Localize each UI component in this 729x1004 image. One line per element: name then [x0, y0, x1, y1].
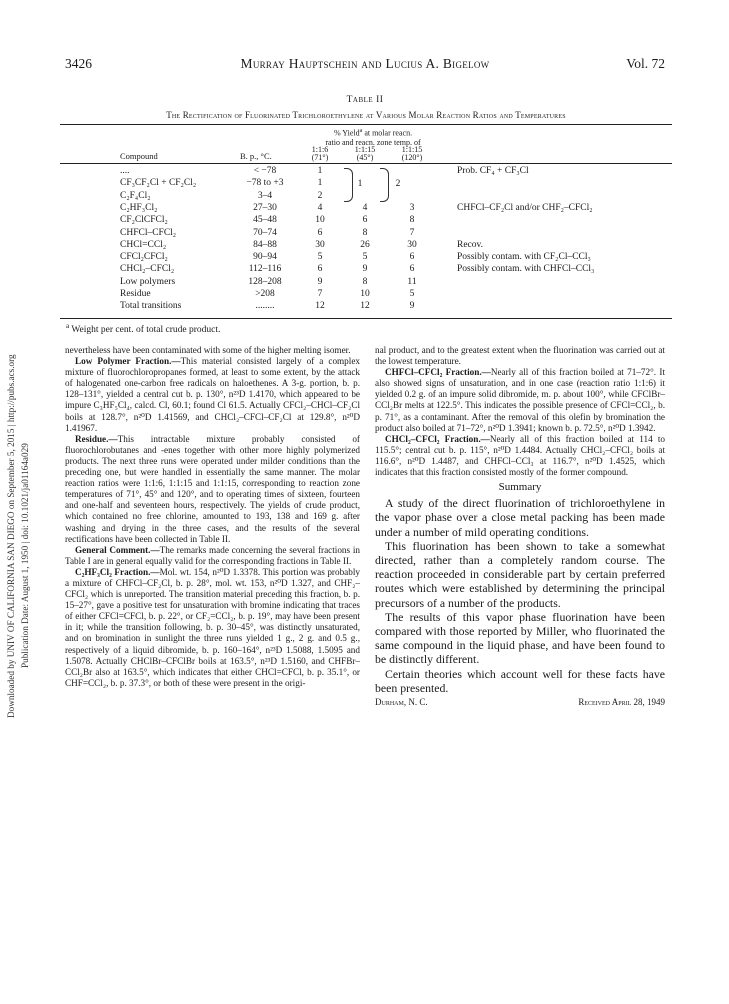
table-cell-compound: CHCl=CCl₂ [120, 239, 167, 250]
table-title: The Rectification of Fluorinated Trichloroethylene at Various Molar Reaction Ratios and Temperatures [166, 110, 566, 120]
volume-label: Vol. 72 [626, 56, 665, 71]
table-cell-y2: 12 [360, 301, 370, 312]
ratio-3: 1:1:15 [401, 145, 423, 154]
table-cell-y2: 9 [362, 264, 368, 275]
table-cell-y3: 5 [409, 289, 415, 299]
paragraph-text: nevertheless have been contaminated with some of the higher melting isomer. [65, 345, 351, 355]
table-cell-note: Recov. [457, 239, 484, 250]
table-cell-compound: Total transitions [120, 301, 182, 312]
table-cell-y1: 1 [317, 178, 323, 189]
running-header [65, 56, 665, 72]
table-cell-y1: 5 [317, 252, 323, 263]
summary-paragraph: A study of the direct fluorination of trichloroethylene in the vapor phase over a close metal packing has been made under a number of mild operating conditions. [375, 496, 665, 539]
running-authors: Murray Hauptschein and Lucius A. Bigelow [240, 56, 490, 71]
received-date: Received April 28, 1949 [578, 697, 665, 708]
table-cell-compound: Residue [120, 289, 151, 299]
table-cell-y3: 6 [409, 264, 415, 275]
paragraph-text: nal product, and to the greatest extent when the fluorination was carried out at the lowest temperature. [375, 345, 665, 367]
table-cell-bp: >208 [255, 289, 275, 299]
temp-1: (71°) [311, 153, 329, 162]
table-cell-y1: 4 [317, 202, 323, 213]
table-cell-compound: C₂HF₃Cl₂ [120, 202, 158, 213]
table-cell-compound: .... [120, 166, 130, 176]
table-cell-bp: 70–74 [253, 227, 277, 238]
paragraph-text: Mol. wt. 154, n²⁰D 1.3378. This portion was probably a mixture of CHFCl–CF₂Cl, b. p. 28°, mol. wt. 153, n²⁰D 1.327, and CHF₂–CFCl₂ which is unreported. The transition material preceding this fraction, b. p. 15–27°, gave a positive test for unsaturation with bromine indicating that traces of either CFCl=CFCl, b. p. 22°, or CF₂=CCl₂, b. p. 19°, may have been present in it; while the transition following, b. p. 30–45°, was distinctly unsaturated, and on bromination in sunlight the three runs yielded 1 g., 2 g. and 0.5 g., respectively of a liquid dibromide, b. p. 160–164°, n²³D 1.5088, 1.5095 and 1.5078. Actually CHClBr–CFClBr boils at 163.5°, n²³D 1.5160, and CHFBr–CCl₂Br also at 163.5°, which indicates that either CHCl=CFCl, b. p. 35.1°, or CHF=CCl₂, b. p. 37.3°, or both of these were present in the origi- [65, 566, 360, 688]
table-cell-y1: 9 [317, 276, 323, 287]
merged-y2: 1 [357, 179, 363, 189]
table-cell-y3: 6 [409, 252, 415, 263]
paragraph [375, 434, 665, 478]
paragraph [65, 356, 360, 434]
paragraph-text: This intractable mixture probably consisted of fluorochlorobutanes and -enes together with other more highly polymerized products. The next three runs were operated under milder conditions than the preceding one, but were handled in essentially the same manner. The molar reaction ratios were 1:1:6, 1:1:15 and 1:1:15, corresponding to reaction zone temperatures of 71°, 45° and 120°, and to operating times of sixteen, fourteen and one-half and seventeen hours, respectively. The yields of crude product, which contained no free chlorine, amounted to 193, 138 and 169 g. after washing and drying in the three cases, and the results of the several rectifications have been collected in Table II. [65, 433, 360, 544]
column-head-compound: Compound [120, 151, 158, 161]
table-cell-note: Possibly contam. with CHFCl–CCl₃ [457, 264, 595, 275]
location: Durham, N. C. [375, 697, 428, 708]
paragraph [65, 434, 360, 545]
temp-2: (45°) [356, 153, 374, 162]
run-in-heading: C₂HF₃Cl₂ Fraction.— [75, 566, 160, 577]
footnote-mark: a [66, 322, 70, 330]
yield-head-text: % Yield [333, 128, 360, 138]
yield-head-sup: a [359, 128, 363, 134]
table-cell-y2: 8 [362, 227, 368, 238]
table-cell-compound: CFCl₂CFCl₂ [120, 252, 168, 263]
column-head-bp: B. p., °C. [240, 151, 272, 161]
table-cell-compound: CHFCl–CFCl₂ [120, 227, 177, 238]
download-note: Downloaded by UNIV OF CALIFORNIA SAN DIEGO on September 5, 2015 | http://pubs.acs.org [6, 354, 16, 718]
paragraph [65, 545, 360, 567]
table-cell-y2: 5 [362, 252, 368, 263]
ratio-1: 1:1:6 [311, 145, 329, 154]
run-in-heading: CHCl₂–CFCl₂ Fraction.— [385, 433, 490, 444]
table-cell-y1: 6 [317, 264, 323, 275]
yield-head-line2: ratio and reacn. zone temp. of [325, 137, 421, 147]
merged-y3: 2 [395, 179, 401, 189]
paragraph-text: The remarks made concerning the several fractions in Table I are in general equally valid for the corresponding fractions in Table II. [65, 544, 360, 566]
run-in-heading: Low Polymer Fraction.— [75, 356, 181, 367]
paragraph-text: This material consisted largely of a complex mixture of fluorochloropropanes formed, at least to some extent, by the attack of halogenated one-carbon free radicals on haloethenes. A 3-g. portion, b. p. 128–131°, yielded a central cut b. p. 130°, n²³D 1.4170, which appeared to be impure C₃HF₅Cl₄, calcd. Cl, 60.1; found Cl 61.5. Actually CFCl₂–CHCl–CF₂Cl boils at 128.7°, n²⁰D 1.41569, and CHCl₂–CFCl–CF₂Cl at 129.8°, n²⁰D 1.41967. [65, 356, 361, 433]
table-cell-compound: Low polymers [120, 276, 176, 287]
table-cell-bp: 45–48 [253, 215, 277, 226]
table-cell-y1: 10 [315, 215, 325, 226]
summary-paragraph: The results of this vapor phase fluorination have been compared with those reported by Miller, who fluorinated the same compound in the liquid phase, and have been found to be distinctly different. [375, 609, 665, 667]
table-cell-bp: 128–208 [248, 276, 282, 287]
summary-heading: Summary [498, 481, 542, 494]
table-cell-y1: 30 [315, 239, 325, 250]
paragraph [375, 345, 665, 367]
table-cell-compound: CF₂ClCFCl₂ [120, 215, 168, 226]
run-in-heading: CHFCl–CFCl₂ Fraction.— [385, 367, 491, 378]
table-cell-y3: 7 [409, 227, 415, 238]
paragraph-text: Nearly all of this fraction boiled at 71–72°. It also showed signs of unsaturation, and in one case (reaction ratio 1:1:6) it yielded 0.2 g. of an impure solid dibromide, m. p. about 100°, while CFClBr–CCl₂Br melts at 122.5°. This indicates the possible presence of CFCl=CCl₂, b. p. 71°, as a contaminant. After the removal of this olefin by bromination the product also boiled at 71–72°, n²⁰D 1.3941; known b. p. 72.5°, n²⁰D 1.3942. [375, 367, 665, 433]
table-bottom-rule [60, 318, 672, 319]
table-label: Table II [346, 95, 384, 105]
table-cell-y1: 2 [317, 190, 323, 201]
table-cell-note: CHFCl–CF₂Cl and/or CHF₂–CFCl₂ [457, 202, 593, 213]
signature-line [375, 697, 665, 711]
table-cell-bp: −78 to +3 [246, 178, 284, 189]
table-cell-y1: 6 [317, 227, 323, 238]
paragraph-text: Nearly all of this fraction boiled at 114 to 115.5°; central cut b. p. 115°, n²⁰D 1.4484. Actually CHCl₂–CFCl₂ boils at 116.6°, n²⁰D 1.4487, and CHFCl–CCl₃ at 116.7°, n²⁰D 1.4525, which indicates that this fraction consisted mostly of the former compound. [375, 433, 666, 478]
yield-head-rest: at molar reacn. [362, 128, 413, 138]
run-in-heading: Residue.— [75, 433, 118, 444]
table-cell-y2: 4 [362, 202, 368, 213]
table-cell-y1: 12 [315, 301, 325, 312]
download-stamp [3, 300, 35, 720]
table-cell-compound: C₂F₄Cl₂ [120, 190, 151, 201]
right-column-body [375, 345, 665, 478]
run-in-heading: General Comment.— [75, 544, 160, 555]
paragraph [65, 345, 360, 356]
table-cell-y2: 26 [360, 239, 370, 250]
table-cell-y3: 8 [409, 215, 415, 226]
left-column [65, 345, 360, 689]
table-cell-y2: 6 [362, 215, 368, 226]
table-top-rule [60, 124, 672, 125]
ratio-2: 1:1:15 [354, 145, 376, 154]
table-cell-y1: 1 [317, 166, 323, 176]
table-cell-bp: 90–94 [253, 252, 277, 263]
table-cell-y2: 8 [362, 276, 368, 287]
right-column [375, 345, 665, 711]
summary-paragraph: This fluorination has been shown to take a somewhat directed, rather than a completely random course. The reaction proceeded in considerable part by certain preferred routes which were established by determining the principal precursors of a number of the products. [375, 538, 665, 610]
table-cell-bp: 112–116 [248, 264, 282, 275]
table-cell-compound: CF₃CF₂Cl + CF₂Cl₂ [120, 178, 197, 189]
table-cell-bp: 27–30 [253, 202, 277, 213]
column-head-yield [298, 127, 448, 147]
table-cell-y3: 9 [409, 301, 415, 312]
paragraph [65, 567, 360, 689]
table-cell-y3: 11 [407, 276, 417, 287]
table-cell-bp: ........ [255, 301, 275, 312]
table-cell-y3: 30 [407, 239, 417, 250]
table-cell-note: Prob. CF₄ + CF₃Cl [457, 166, 529, 176]
table-cell-bp: 84–88 [253, 239, 277, 250]
paragraph [375, 367, 665, 434]
table-cell-compound: CHCl₂–CFCl₂ [120, 264, 175, 275]
page-number: 3426 [65, 56, 92, 71]
table-footnote [66, 322, 220, 335]
publication-note: Publication Date: August 1, 1950 | doi: 10.1021/ja01164a029 [20, 443, 30, 668]
table-cell-y2: 10 [360, 289, 370, 299]
table-cell-bp: 3–4 [257, 190, 273, 201]
temp-3: (120°) [401, 153, 423, 162]
footnote-text: Weight per cent. of total crude product. [69, 325, 221, 336]
table-cell-y1: 7 [317, 289, 323, 299]
summary-paragraph: Certain theories which account well for these facts have been presented. [375, 666, 665, 695]
table-cell-note: Possibly contam. with CF₂Cl–CCl₃ [457, 252, 591, 263]
summary-body [375, 496, 665, 695]
table-cell-y3: 3 [409, 202, 415, 213]
table-cell-bp: < −78 [253, 166, 277, 176]
table-header-rule [60, 163, 672, 164]
